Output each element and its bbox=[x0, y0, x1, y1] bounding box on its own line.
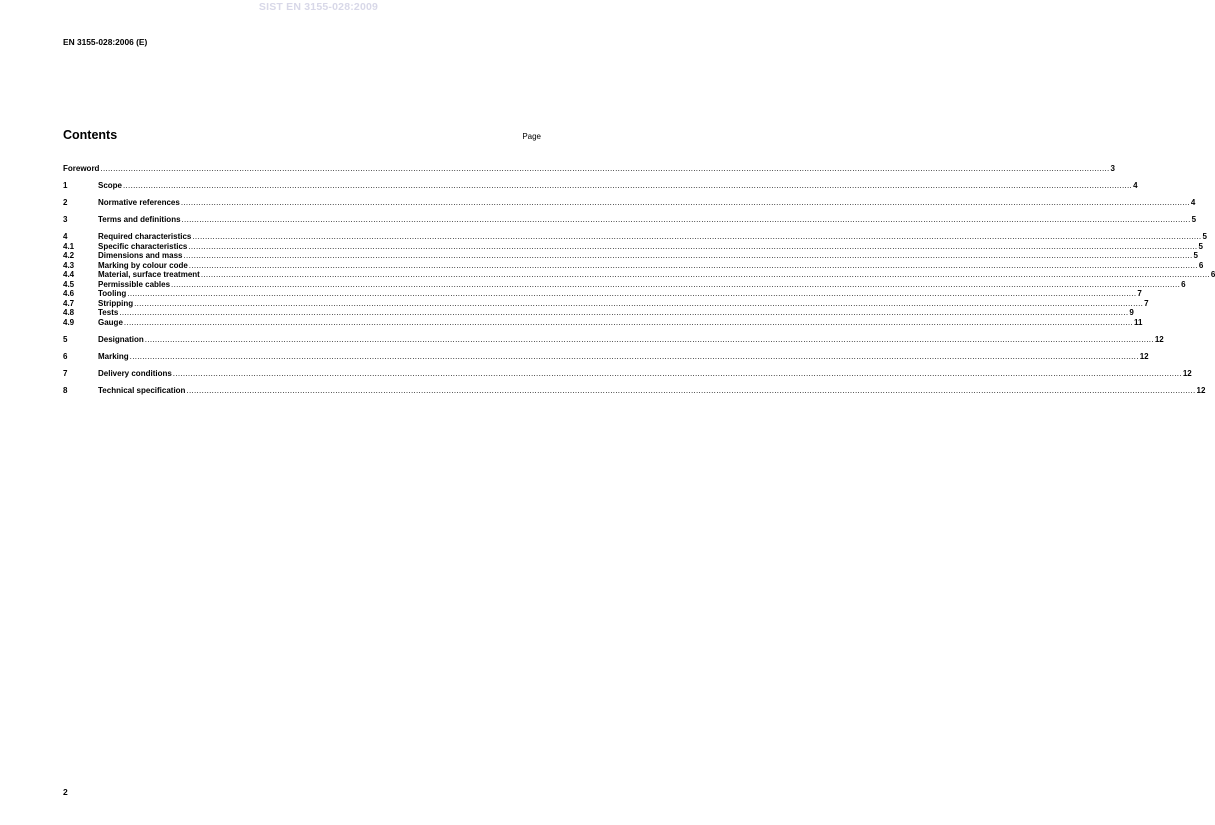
toc-dot-leader: ................................................................................................................................................................................................................................................................................................................................................................................................................ bbox=[188, 241, 1198, 251]
toc-entry-page: 6 bbox=[1210, 270, 1215, 279]
toc-entry-title: Scope bbox=[98, 181, 123, 190]
toc-entry-title: Marking by colour code bbox=[98, 260, 188, 270]
toc-entry-page: 5 bbox=[1191, 215, 1197, 224]
toc-entry-title: Foreword bbox=[63, 164, 100, 173]
toc-entry-number: 4.6 bbox=[63, 289, 75, 298]
toc-entry[interactable] bbox=[63, 232, 1207, 242]
toc-entry-number: 1 bbox=[63, 181, 68, 190]
toc-entry[interactable] bbox=[63, 215, 1197, 225]
toc-dot-leader: ................................................................................................................................................................................................................................................................................................................................................................................................................ bbox=[186, 385, 1196, 395]
toc-entry-title: Permissible cables bbox=[98, 279, 171, 289]
toc-dot-leader: ................................................................................................................................................................................................................................................................................................................................................................................................................ bbox=[183, 251, 1193, 260]
toc-entry[interactable] bbox=[63, 270, 1215, 280]
toc-dot-leader: ................................................................................................................................................................................................................................................................................................................................................................................................................ bbox=[192, 232, 1202, 241]
toc-entry-number: 2 bbox=[63, 198, 68, 207]
toc-entry-page: 12 bbox=[1139, 351, 1149, 361]
toc-entry-title: Dimensions and mass bbox=[98, 251, 183, 260]
contents-heading: Contents bbox=[63, 128, 118, 142]
toc-entry[interactable] bbox=[63, 181, 1138, 191]
toc-entry-number: 4.1 bbox=[63, 241, 75, 251]
toc-entry-number: 4 bbox=[63, 232, 68, 241]
toc-dot-leader: ................................................................................................................................................................................................................................................................................................................................................................................................................ bbox=[200, 270, 1210, 279]
toc-entry-number: 4.3 bbox=[63, 260, 75, 270]
toc-entry[interactable] bbox=[63, 279, 1186, 290]
toc-entry-number: 7 bbox=[63, 368, 68, 378]
toc-entry-page: 7 bbox=[1137, 289, 1142, 298]
toc-entry[interactable] bbox=[63, 251, 1198, 261]
toc-dot-leader: ................................................................................................................................................................................................................................................................................................................................................................................................................ bbox=[171, 279, 1181, 289]
toc-entry-title: Tooling bbox=[98, 289, 127, 298]
toc-entry-page: 9 bbox=[1129, 308, 1134, 317]
toc-entry[interactable] bbox=[63, 308, 1134, 318]
toc-entry-title: Required characteristics bbox=[98, 232, 192, 241]
toc-entry-page: 12 bbox=[1182, 368, 1192, 378]
toc-entry-title: Stripping bbox=[98, 298, 134, 308]
toc-entry-number: 5 bbox=[63, 334, 68, 344]
toc-dot-leader: ................................................................................................................................................................................................................................................................................................................................................................................................................ bbox=[134, 298, 1144, 308]
toc-entry-number: 3 bbox=[63, 215, 68, 224]
toc-dot-leader: ................................................................................................................................................................................................................................................................................................................................................................................................................ bbox=[127, 289, 1137, 298]
toc-entry[interactable] bbox=[63, 368, 1192, 379]
toc-entry-number: 4.4 bbox=[63, 270, 75, 279]
toc-entry-page: 6 bbox=[1181, 279, 1186, 289]
toc-entry-number: 4.9 bbox=[63, 317, 75, 327]
page-column-label: Page bbox=[522, 132, 541, 141]
toc-entry-number: 4.7 bbox=[63, 298, 75, 308]
table-of-contents bbox=[63, 164, 1215, 395]
toc-entry-title: Tests bbox=[98, 308, 119, 317]
toc-entry-number: 4.5 bbox=[63, 279, 75, 289]
toc-entry-title: Gauge bbox=[98, 317, 123, 327]
toc-dot-leader: ................................................................................................................................................................................................................................................................................................................................................................................................................ bbox=[144, 334, 1154, 344]
toc-dot-leader: ................................................................................................................................................................................................................................................................................................................................................................................................................ bbox=[100, 164, 1110, 173]
toc-dot-leader: ................................................................................................................................................................................................................................................................................................................................................................................................................ bbox=[188, 260, 1198, 270]
toc-entry[interactable] bbox=[63, 334, 1164, 345]
toc-dot-leader: ................................................................................................................................................................................................................................................................................................................................................................................................................ bbox=[180, 198, 1190, 207]
toc-entry[interactable] bbox=[63, 164, 1115, 174]
toc-entry-title: Material, surface treatment bbox=[98, 270, 200, 279]
toc-entry[interactable] bbox=[63, 241, 1203, 252]
toc-entry-title: Designation bbox=[98, 334, 144, 344]
toc-entry[interactable] bbox=[63, 298, 1149, 309]
toc-entry[interactable] bbox=[63, 351, 1149, 362]
toc-entry[interactable] bbox=[63, 198, 1196, 208]
page-number: 2 bbox=[63, 787, 68, 797]
toc-dot-leader: ................................................................................................................................................................................................................................................................................................................................................................................................................ bbox=[172, 368, 1182, 378]
toc-entry-number: 6 bbox=[63, 351, 68, 361]
toc-entry-page: 7 bbox=[1144, 298, 1149, 308]
toc-entry-title: Delivery conditions bbox=[98, 368, 172, 378]
toc-entry-number: 8 bbox=[63, 385, 68, 395]
toc-entry-title: Marking bbox=[98, 351, 129, 361]
toc-entry[interactable] bbox=[63, 289, 1142, 299]
toc-dot-leader: ................................................................................................................................................................................................................................................................................................................................................................................................................ bbox=[123, 181, 1133, 190]
toc-entry-page: 4 bbox=[1190, 198, 1196, 207]
toc-entry-page: 3 bbox=[1110, 164, 1115, 173]
toc-entry-page: 11 bbox=[1133, 317, 1143, 327]
toc-entry-page: 12 bbox=[1154, 334, 1164, 344]
toc-entry-title: Terms and definitions bbox=[98, 215, 181, 224]
toc-entry-page: 4 bbox=[1133, 181, 1138, 190]
toc-entry-page: 12 bbox=[1196, 385, 1206, 395]
toc-entry-page: 6 bbox=[1198, 260, 1204, 270]
toc-dot-leader: ................................................................................................................................................................................................................................................................................................................................................................................................................ bbox=[181, 215, 1191, 224]
toc-dot-leader: ................................................................................................................................................................................................................................................................................................................................................................................................................ bbox=[123, 317, 1133, 327]
toc-entry-title: Normative references bbox=[98, 198, 180, 207]
watermark: SIST EN 3155-028:2009 bbox=[258, 1, 379, 13]
document-id: EN 3155-028:2006 (E) bbox=[63, 37, 148, 47]
toc-entry-title: Technical specification bbox=[98, 385, 186, 395]
toc-entry[interactable] bbox=[63, 260, 1204, 271]
toc-entry-number: 4.8 bbox=[63, 308, 75, 317]
toc-entry[interactable] bbox=[63, 385, 1206, 396]
toc-entry[interactable] bbox=[63, 317, 1143, 328]
toc-entry-page: 5 bbox=[1193, 251, 1198, 260]
toc-entry-number: 4.2 bbox=[63, 251, 75, 260]
toc-dot-leader: ................................................................................................................................................................................................................................................................................................................................................................................................................ bbox=[129, 351, 1139, 361]
toc-entry-title: Specific characteristics bbox=[98, 241, 188, 251]
toc-entry-page: 5 bbox=[1202, 232, 1207, 241]
toc-entry-page: 5 bbox=[1198, 241, 1203, 251]
toc-dot-leader: ................................................................................................................................................................................................................................................................................................................................................................................................................ bbox=[119, 308, 1129, 317]
